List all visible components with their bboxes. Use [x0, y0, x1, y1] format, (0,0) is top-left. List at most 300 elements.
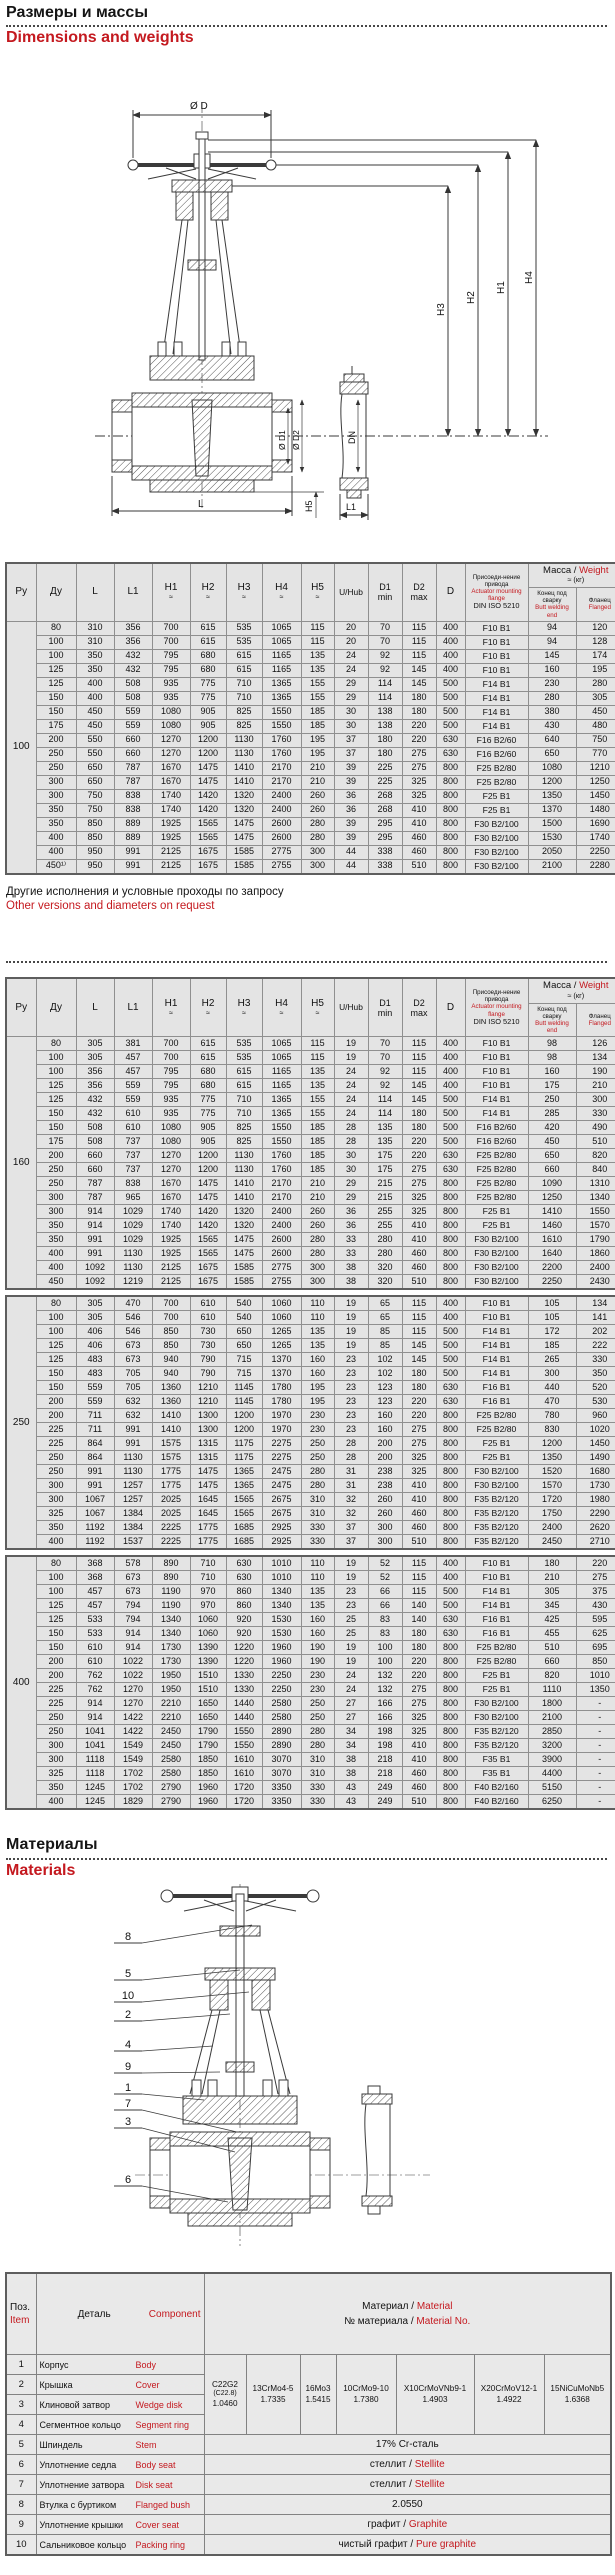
dim-cell: 1330	[226, 1669, 262, 1683]
dim-cell: 260	[301, 789, 334, 803]
dim-label-h3: H3	[436, 302, 447, 316]
dim-cell: 991	[114, 845, 152, 859]
dim-cell: 660	[114, 747, 152, 761]
dim-cell: 500	[436, 705, 465, 719]
dim-cell: 30	[334, 1149, 368, 1163]
dim-cell: 1270	[152, 747, 190, 761]
dim-cell: 36	[334, 1219, 368, 1233]
dim-cell: 1270	[152, 1163, 190, 1177]
col-py: Ру	[6, 978, 36, 1036]
dim-cell: 1340	[152, 1627, 190, 1641]
dim-cell: 559	[114, 719, 152, 733]
dim-cell: 630	[226, 1556, 262, 1571]
materials-row	[6, 2355, 611, 2375]
dim-cell: F25 B2/80	[465, 1423, 528, 1437]
dim-cell: 66	[368, 1585, 402, 1599]
dim-cell: 330	[301, 1535, 334, 1550]
dim-cell: 210	[576, 1079, 615, 1093]
py-cell: 250	[6, 1296, 36, 1549]
dim-cell: 400	[436, 1079, 465, 1093]
callout-number: 10	[121, 1990, 135, 2003]
dim-cell: 132	[368, 1683, 402, 1697]
dim-cell: 310	[301, 1753, 334, 1767]
dim-cell: 2250	[262, 1683, 301, 1697]
dim-cell: F16 B1	[465, 1627, 528, 1641]
dim-cell: 110	[301, 1571, 334, 1585]
dim-cell: 175	[36, 719, 76, 733]
col-h5: H5 ≈	[301, 563, 334, 621]
dim-cell: 1925	[152, 831, 190, 845]
col-du: Ду	[36, 563, 76, 621]
dim-cell: 1420	[190, 1205, 226, 1219]
dim-cell: 275	[402, 1423, 436, 1437]
dim-cell: 2890	[262, 1739, 301, 1753]
dim-cell: 680	[190, 649, 226, 663]
dim-cell: 175	[528, 1079, 576, 1093]
dim-row	[6, 1423, 615, 1437]
dim-cell: 800	[436, 1683, 465, 1697]
dim-header-row	[6, 978, 615, 1003]
dim-cell: 889	[114, 831, 152, 845]
dim-cell: 1780	[262, 1381, 301, 1395]
dim-cell: 1350	[528, 1451, 576, 1465]
dim-row	[6, 1711, 615, 1725]
dim-cell: 160	[368, 1423, 402, 1437]
dim-cell: 1720	[226, 1795, 262, 1810]
dim-cell: 268	[368, 803, 402, 817]
dim-cell: 1675	[190, 859, 226, 874]
dim-cell: 295	[368, 831, 402, 845]
dim-cell: 1065	[262, 635, 301, 649]
dim-cell: 800	[436, 1177, 465, 1191]
dim-cell: 1360	[152, 1395, 190, 1409]
dim-cell: 406	[76, 1339, 114, 1353]
dim-cell: 595	[576, 1613, 615, 1627]
dim-cell: 508	[114, 691, 152, 705]
dim-cell: 280	[301, 1479, 334, 1493]
dim-cell: 615	[190, 1051, 226, 1065]
component-name: Корпус Body	[36, 2355, 204, 2375]
dim-cell: 450	[528, 1135, 576, 1149]
dim-cell: 1118	[76, 1767, 114, 1781]
dim-cell: 914	[76, 1711, 114, 1725]
dim-row	[6, 1697, 615, 1711]
dim-cell: 1960	[262, 1655, 301, 1669]
dim-cell: F25 B1	[465, 1669, 528, 1683]
dim-row	[6, 1233, 615, 1247]
dim-cell: 483	[76, 1367, 114, 1381]
dim-cell: 1410	[152, 1409, 190, 1423]
dim-cell: 406	[76, 1325, 114, 1339]
dim-cell: 155	[301, 1093, 334, 1107]
dim-row	[6, 1395, 615, 1409]
dim-cell: 2225	[152, 1521, 190, 1535]
dim-cell: 2580	[152, 1767, 190, 1781]
dim-row	[6, 845, 615, 859]
dim-cell: 110	[301, 1296, 334, 1311]
dim-cell: 432	[114, 663, 152, 677]
dim-cell: 305	[76, 1037, 114, 1051]
dim-cell: 450	[36, 1275, 76, 1290]
dim-row	[6, 803, 615, 817]
dim-cell: 1702	[114, 1767, 152, 1781]
dim-cell: 25	[334, 1613, 368, 1627]
dim-row	[6, 1409, 615, 1423]
dim-cell: F40 B2/160	[465, 1795, 528, 1810]
dim-cell: 210	[528, 1571, 576, 1585]
dim-cell: 3350	[262, 1781, 301, 1795]
dim-cell: 200	[368, 1451, 402, 1465]
dim-cell: 295	[368, 817, 402, 831]
dim-cell: 991	[76, 1233, 114, 1247]
dim-cell: 52	[368, 1571, 402, 1585]
dim-cell: 890	[152, 1571, 190, 1585]
col-d: D	[436, 978, 465, 1036]
dim-cell: 1265	[262, 1339, 301, 1353]
dim-cell: 1760	[262, 1149, 301, 1163]
dim-cell: 175	[368, 1163, 402, 1177]
dim-cell: 838	[114, 789, 152, 803]
dim-cell: 680	[190, 1079, 226, 1093]
dim-cell: 457	[114, 1051, 152, 1065]
dim-cell: 24	[334, 663, 368, 677]
dim-cell: 260	[301, 803, 334, 817]
dim-cell: 1570	[576, 1219, 615, 1233]
dim-row	[6, 1121, 615, 1135]
dim-cell: 1440	[226, 1697, 262, 1711]
dim-row	[6, 1177, 615, 1191]
dim-cell: 172	[528, 1325, 576, 1339]
dim-cell: 795	[152, 1065, 190, 1079]
dim-cell: 320	[368, 1275, 402, 1290]
dim-cell: 1130	[114, 1247, 152, 1261]
dim-cell: 39	[334, 831, 368, 845]
dim-cell: F30 B2/100	[465, 1233, 528, 1247]
dim-cell: 1130	[226, 1149, 262, 1163]
materials-header	[6, 1836, 615, 1880]
dim-cell: 94	[528, 635, 576, 649]
dim-cell: 100	[36, 1585, 76, 1599]
dim-cell: 19	[334, 1311, 368, 1325]
dim-cell: 220	[402, 1135, 436, 1149]
dim-cell: 400	[436, 1571, 465, 1585]
dim-cell: 100	[368, 1655, 402, 1669]
dim-cell: 1790	[190, 1725, 226, 1739]
col-l1: L1	[114, 563, 152, 621]
dim-cell: 222	[576, 1339, 615, 1353]
dim-cell: F25 B2/80	[465, 1149, 528, 1163]
dim-cell: 1950	[152, 1683, 190, 1697]
dim-cell: 860	[226, 1585, 262, 1599]
dim-cell: 1080	[152, 705, 190, 719]
dim-cell: 650	[528, 1149, 576, 1163]
dim-cell: F30 B2/100	[465, 1275, 528, 1290]
dim-cell: 914	[114, 1641, 152, 1655]
dim-cell: 1980	[576, 1493, 615, 1507]
callout-number: 3	[124, 2116, 132, 2129]
dim-cell: 24	[334, 649, 368, 663]
dim-cell: 38	[334, 1275, 368, 1290]
dim-cell: 215	[368, 1177, 402, 1191]
dim-cell: 864	[76, 1437, 114, 1451]
dim-cell: 400	[436, 1051, 465, 1065]
dim-cell: 2890	[262, 1725, 301, 1739]
py-cell: 400	[6, 1556, 36, 1809]
dim-cell: F10 B1	[465, 1051, 528, 1065]
dim-cell: F25 B2/80	[465, 1655, 528, 1669]
dim-cell: 1165	[262, 649, 301, 663]
dim-cell: 37	[334, 1535, 368, 1550]
callout-leader-line	[142, 2014, 230, 2021]
dim-cell: 1365	[262, 1093, 301, 1107]
dim-cell: 1760	[262, 1163, 301, 1177]
dim-row	[6, 1627, 615, 1641]
dim-cell: 1565	[190, 817, 226, 831]
dim-cell: 615	[226, 1079, 262, 1093]
dim-cell: 905	[190, 1135, 226, 1149]
dim-cell: -	[576, 1795, 615, 1810]
dim-cell: 2210	[152, 1697, 190, 1711]
dim-cell: F16 B1	[465, 1395, 528, 1409]
dim-cell: 1245	[76, 1781, 114, 1795]
dim-cell: 28	[334, 1121, 368, 1135]
dim-cell: 1585	[226, 1261, 262, 1275]
dimensions-table-pn400	[5, 1555, 615, 1810]
dim-cell: 800	[436, 1507, 465, 1521]
dim-cell: 1925	[152, 1247, 190, 1261]
dim-cell: 1165	[262, 663, 301, 677]
dim-cell: 1610	[226, 1753, 262, 1767]
dimensions-table-pn100	[5, 562, 615, 875]
dim-cell: 1010	[262, 1571, 301, 1585]
dim-cell: F30 B2/100	[465, 859, 528, 874]
dim-cell: 578	[114, 1556, 152, 1571]
dim-cell: 500	[436, 719, 465, 733]
dim-cell: 180	[368, 747, 402, 761]
dim-cell: 610	[114, 1121, 152, 1135]
dim-cell: 1680	[576, 1465, 615, 1479]
callout-number: 1	[124, 2082, 132, 2095]
col-h3: H3 ≈	[226, 563, 262, 621]
dim-cell: 660	[528, 1163, 576, 1177]
materials-row	[6, 2515, 611, 2535]
dim-row	[6, 1507, 615, 1521]
dim-cell: F35 B2/120	[465, 1521, 528, 1535]
dim-cell: 125	[36, 1613, 76, 1627]
dim-cell: 125	[36, 1093, 76, 1107]
dim-cell: 2450	[152, 1739, 190, 1753]
dim-row	[6, 1753, 615, 1767]
dim-row	[6, 1353, 615, 1367]
dim-cell: 325	[402, 775, 436, 789]
dim-cell: 1270	[152, 733, 190, 747]
dim-cell: 615	[190, 635, 226, 649]
dim-cell: 195	[301, 1395, 334, 1409]
dim-cell: 1422	[114, 1711, 152, 1725]
dim-cell: 1860	[576, 1247, 615, 1261]
dim-cell: 2125	[152, 859, 190, 874]
callout-number: 8	[124, 1931, 132, 1944]
dim-cell: 300	[36, 1493, 76, 1507]
dim-cell: 140	[402, 1613, 436, 1627]
dim-cell: 800	[436, 1247, 465, 1261]
dim-cell: 457	[76, 1599, 114, 1613]
dim-cell: 710	[226, 691, 262, 705]
dim-cell: F25 B1	[465, 1437, 528, 1451]
dim-cell: 1570	[528, 1479, 576, 1493]
dim-cell: 200	[36, 1395, 76, 1409]
item-label-en: Item	[10, 2315, 30, 2327]
dim-cell: 280	[368, 1233, 402, 1247]
dim-cell: 1475	[226, 817, 262, 831]
dim-cell: 1585	[226, 845, 262, 859]
dim-cell: 140	[402, 1599, 436, 1613]
dim-cell: 80	[36, 1037, 76, 1051]
dim-cell: F14 B1	[465, 1353, 528, 1367]
dim-cell: 135	[368, 1135, 402, 1149]
dim-label-h5: H5	[304, 500, 314, 512]
dim-row	[6, 1556, 615, 1571]
dim-cell: 145	[402, 1093, 436, 1107]
dim-cell: 1550	[576, 1205, 615, 1219]
dim-cell: 914	[76, 1697, 114, 1711]
dim-cell: 220	[402, 1409, 436, 1423]
dim-cell: 1257	[114, 1479, 152, 1493]
dim-cell: 1384	[114, 1521, 152, 1535]
dim-cell: 1675	[190, 1261, 226, 1275]
dim-row	[6, 733, 615, 747]
dim-cell: 795	[152, 663, 190, 677]
dim-cell: 460	[402, 845, 436, 859]
dim-cell: 1020	[576, 1423, 615, 1437]
dim-row	[6, 1599, 615, 1613]
dim-cell: 935	[152, 1093, 190, 1107]
dim-cell: 250	[36, 1163, 76, 1177]
dim-cell: 510	[402, 1535, 436, 1550]
dim-cell: 1780	[262, 1395, 301, 1409]
component-name: Втулка с буртиком Flanged bush	[36, 2495, 204, 2515]
material-no-label-ru: № материала /	[344, 2316, 414, 2328]
dim-cell: 85	[368, 1339, 402, 1353]
dim-cell: F10 B1	[465, 1556, 528, 1571]
dim-cell: 250	[301, 1437, 334, 1451]
dim-cell: 180	[402, 1121, 436, 1135]
dim-cell: 350	[576, 1367, 615, 1381]
dim-cell: 1475	[226, 1233, 262, 1247]
dim-cell: 1950	[152, 1669, 190, 1683]
dim-cell: 1300	[190, 1423, 226, 1437]
dim-cell: 1475	[190, 1177, 226, 1191]
dim-cell: 1610	[226, 1767, 262, 1781]
dim-cell: 800	[436, 1423, 465, 1437]
dim-cell: 1315	[190, 1451, 226, 1465]
dim-cell: 166	[368, 1697, 402, 1711]
dim-cell: F25 B1	[465, 1205, 528, 1219]
dim-cell: 1550	[226, 1725, 262, 1739]
dim-cell: 195	[576, 663, 615, 677]
dim-cell: 615	[226, 649, 262, 663]
dim-cell: 1110	[528, 1683, 576, 1697]
dim-cell: 1065	[262, 1037, 301, 1051]
dim-cell: 625	[576, 1627, 615, 1641]
dim-cell: 1175	[226, 1437, 262, 1451]
dim-cell: 220	[402, 1669, 436, 1683]
material-value: 2.0550	[204, 2495, 611, 2515]
dim-cell: 460	[402, 1521, 436, 1535]
dim-cell: 1200	[528, 775, 576, 789]
dim-cell: 630	[436, 1627, 465, 1641]
dim-cell: 25	[334, 1627, 368, 1641]
dim-cell: 1420	[190, 789, 226, 803]
dim-cell: 1165	[262, 1079, 301, 1093]
dim-cell: 480	[576, 719, 615, 733]
dim-cell: 185	[301, 719, 334, 733]
dim-cell: 615	[190, 1037, 226, 1051]
dim-cell: 250	[301, 1451, 334, 1465]
dim-cell: 180	[368, 733, 402, 747]
dim-row	[6, 1079, 615, 1093]
materials-title-en: Materials	[6, 1861, 76, 1879]
dim-cell: 36	[334, 789, 368, 803]
dim-cell: F25 B2/80	[465, 1177, 528, 1191]
dim-cell: 325	[402, 1205, 436, 1219]
dim-cell: 44	[334, 859, 368, 874]
dim-cell: 33	[334, 1233, 368, 1247]
dim-cell: 1200	[190, 1163, 226, 1177]
dim-cell: 640	[528, 733, 576, 747]
valve-section-drawing	[0, 1880, 615, 2260]
dim-cell: 1080	[528, 761, 576, 775]
dim-cell: F10 B1	[465, 1065, 528, 1079]
dim-cell: 1320	[226, 803, 262, 817]
dim-cell: 650	[76, 761, 114, 775]
dim-cell: 135	[301, 1325, 334, 1339]
dim-cell: F10 B1	[465, 1079, 528, 1093]
dim-cell: 559	[114, 1079, 152, 1093]
dim-cell: 225	[36, 1697, 76, 1711]
dim-cell: 1690	[576, 817, 615, 831]
dim-cell: 500	[436, 1367, 465, 1381]
material-cell: 15NiCuMoNb5 1.6368	[544, 2355, 611, 2435]
dim-cell: 2775	[262, 1261, 301, 1275]
dim-cell: 120	[576, 621, 615, 635]
dim-cell: 174	[576, 649, 615, 663]
dim-cell: 330	[576, 1353, 615, 1367]
dim-cell: 905	[190, 705, 226, 719]
dim-cell: 83	[368, 1613, 402, 1627]
dim-cell: 400	[436, 1556, 465, 1571]
callout-leader-line	[142, 2072, 220, 2073]
dim-cell: 470	[114, 1296, 152, 1311]
dim-cell: 630	[436, 1149, 465, 1163]
dim-cell: 381	[114, 1037, 152, 1051]
request-note	[6, 885, 615, 914]
dim-cell: F30 B2/100	[465, 1479, 528, 1493]
dim-cell: 1730	[152, 1655, 190, 1669]
dim-cell: 2210	[152, 1711, 190, 1725]
dim-cell: 1330	[226, 1683, 262, 1697]
dim-cell: 135	[301, 649, 334, 663]
dim-cell: 100	[36, 1311, 76, 1325]
dim-cell: 775	[190, 1107, 226, 1121]
dim-cell: 268	[368, 789, 402, 803]
dim-cell: 1650	[190, 1697, 226, 1711]
dim-cell: 1475	[226, 1247, 262, 1261]
dim-cell: 615	[226, 663, 262, 677]
dim-cell: 1390	[190, 1655, 226, 1669]
dim-cell: 1530	[262, 1613, 301, 1627]
dim-cell: 29	[334, 1177, 368, 1191]
